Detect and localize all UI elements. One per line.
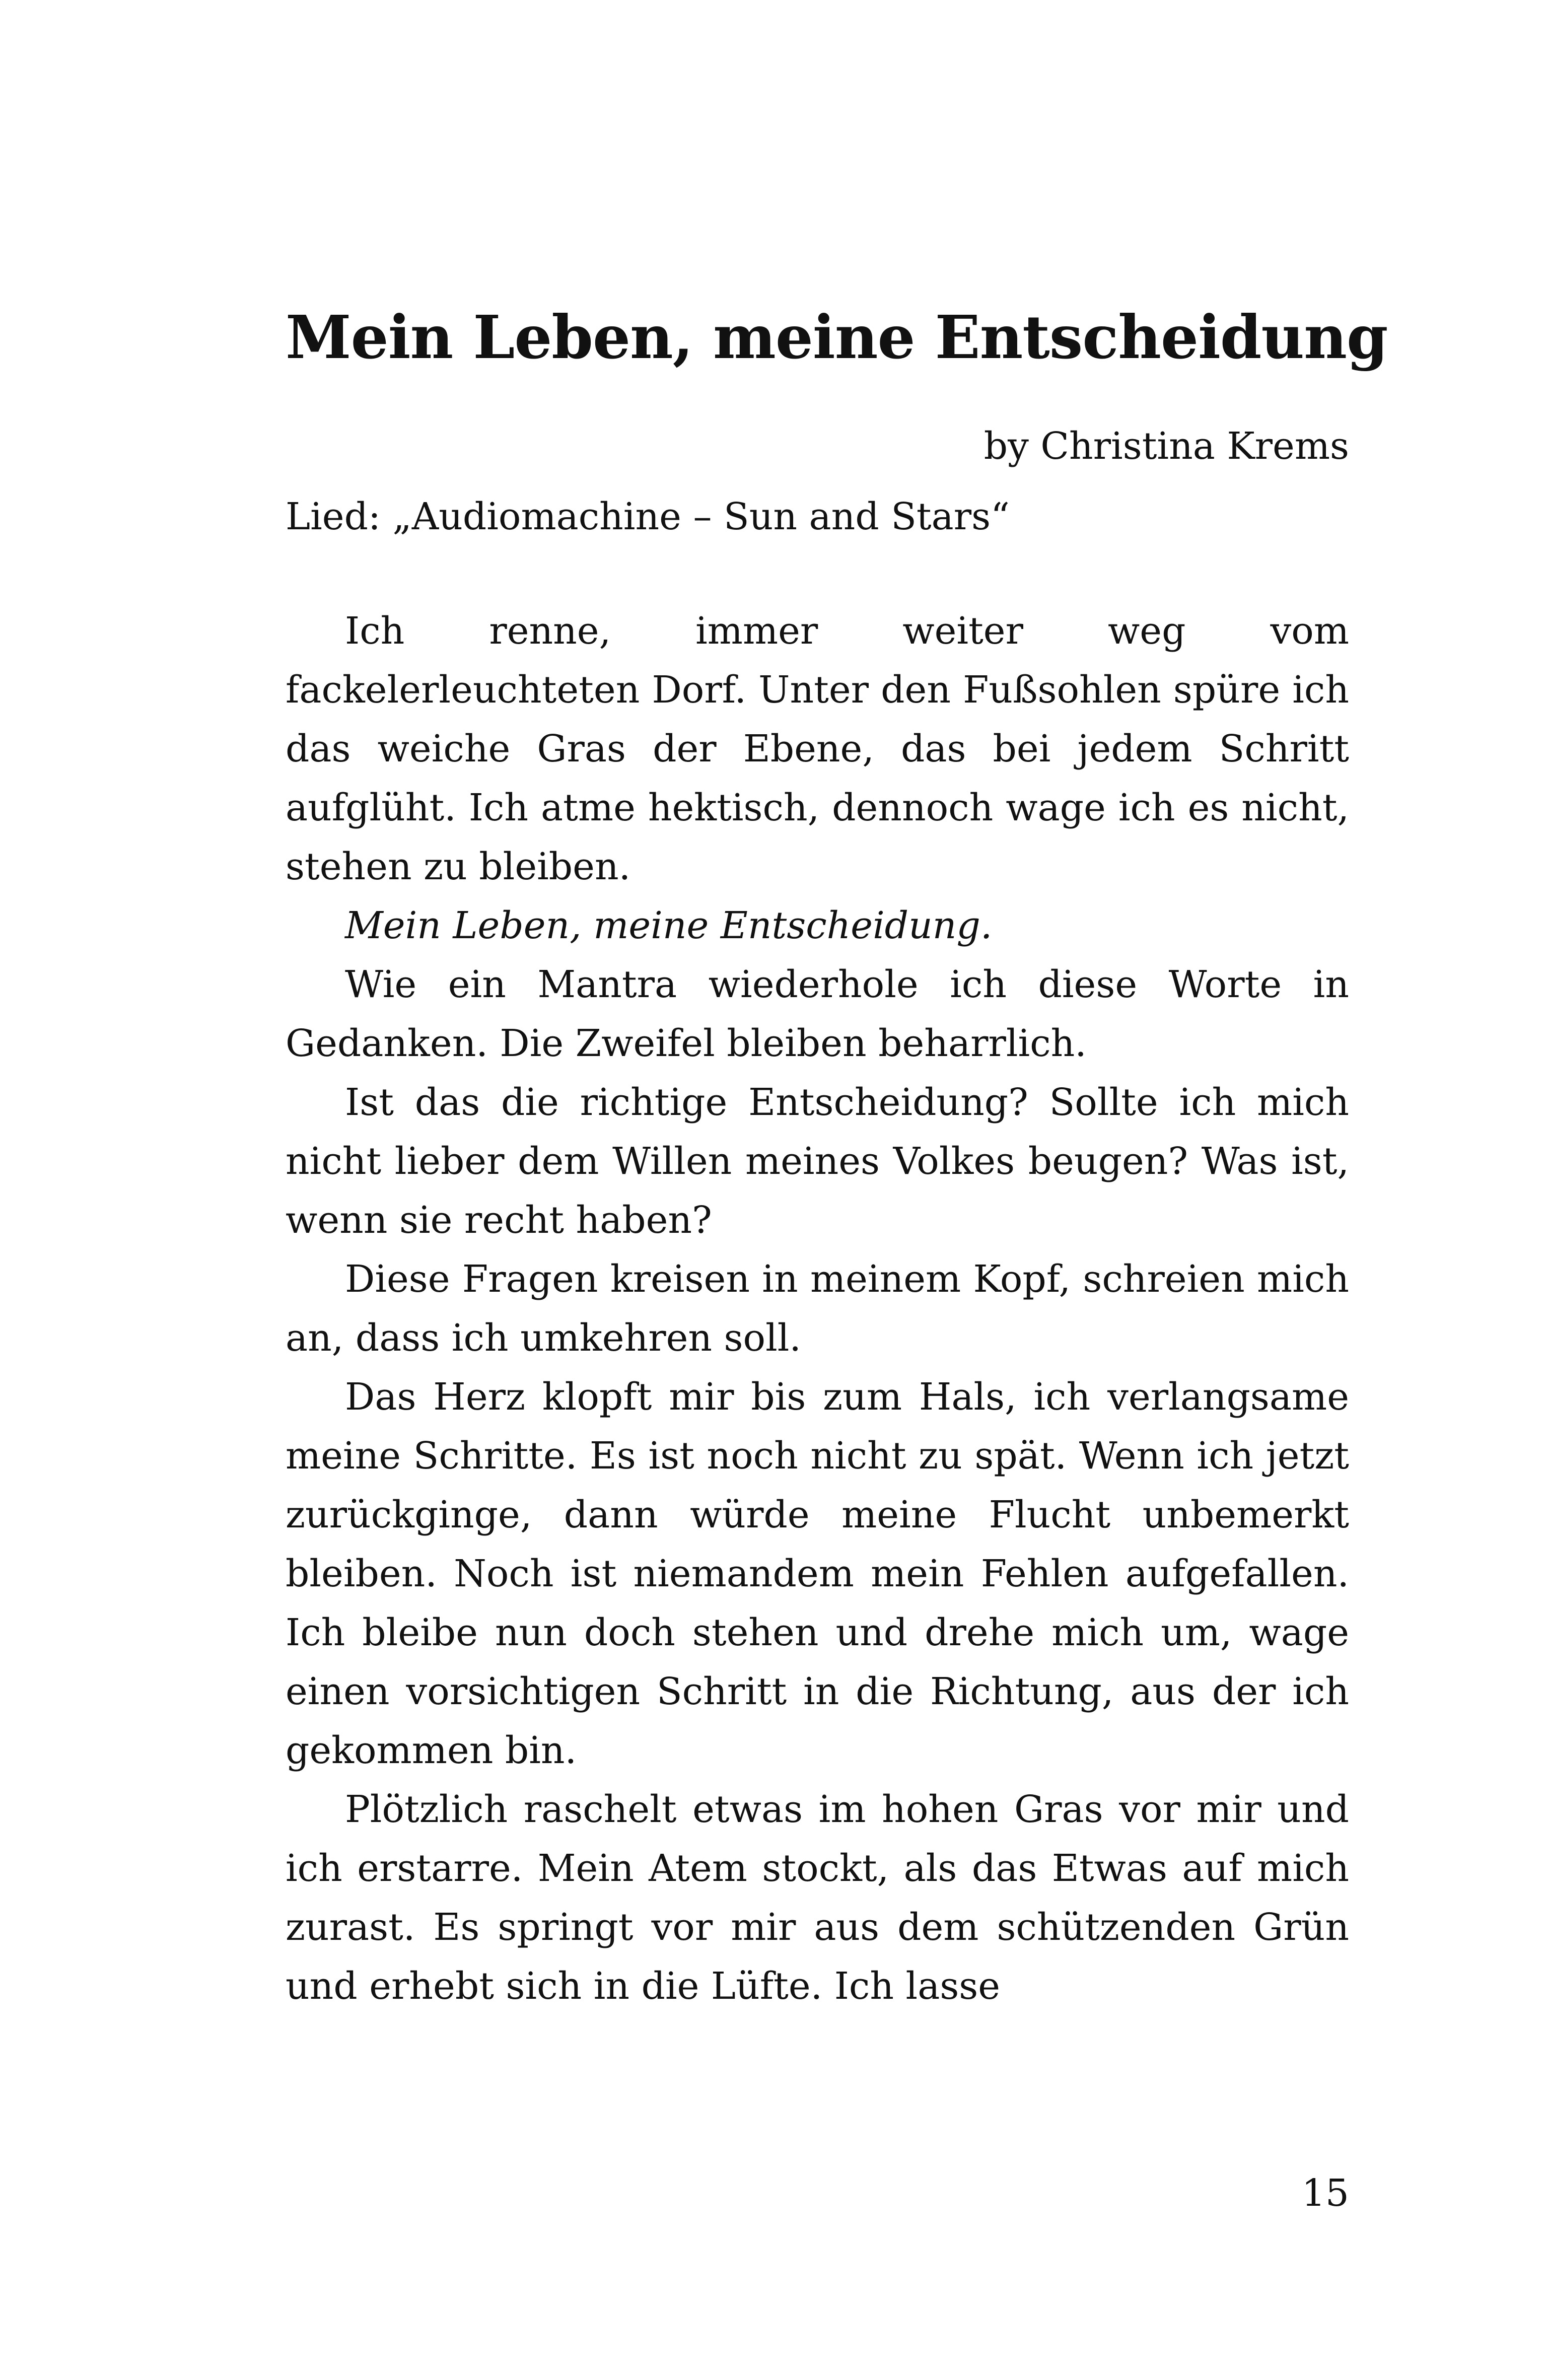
paragraph: Plötzlich raschelt etwas im hohen Gras vor mir und ich erstarre. Mein Atem stockt, als das Etwas auf mich zurast. Es springt vor mir aus dem schützenden Grün und erhebt sich in die Lüfte. Ich lasse (286, 1788, 1349, 2008)
paragraph: Ich renne, immer weiter weg vom fackelerleuchteten Dorf. Unter den Fußsohlen spüre ich das weiche Gras der Ebene, das bei jedem Schritt aufglüht. Ich atme hektisch, dennoch wage ich es nicht, stehen zu bleiben. (286, 609, 1349, 888)
paragraph: Ist das die richtige Entscheidung? Sollte ich mich nicht lieber dem Willen meines Volkes beugen? Was ist, wenn sie recht haben? (286, 1081, 1349, 1242)
body-text (286, 602, 1349, 2016)
paragraph: Diese Fragen kreisen in meinem Kopf, schreien mich an, dass ich umkehren soll. (286, 1257, 1349, 1360)
page-number: 15 (1301, 2172, 1349, 2215)
paragraph: Wie ein Mantra wiederhole ich diese Worte in Gedanken. Die Zweifel bleiben beharrlich. (286, 963, 1349, 1065)
chapter-title: Mein Leben, meine Entscheidung (286, 302, 1388, 372)
paragraph: Das Herz klopft mir bis zum Hals, ich verlangsame meine Schritte. Es ist noch nicht zu spät. Wenn ich jetzt zurückginge, dann würde meine Flucht unbemerkt bleiben. Noch ist niemandem mein Fehlen aufgefallen. Ich bleibe nun doch stehen und drehe mich um, wage einen vorsichtigen Schritt in die Richtung, aus der ich gekommen bin. (286, 1375, 1349, 1772)
italic-paragraph: Mein Leben, meine Entscheidung. (345, 904, 993, 947)
song-line: Lied: „Audiomachine – Sun and Stars“ (286, 495, 1010, 538)
author-line: by Christina Krems (983, 425, 1349, 468)
